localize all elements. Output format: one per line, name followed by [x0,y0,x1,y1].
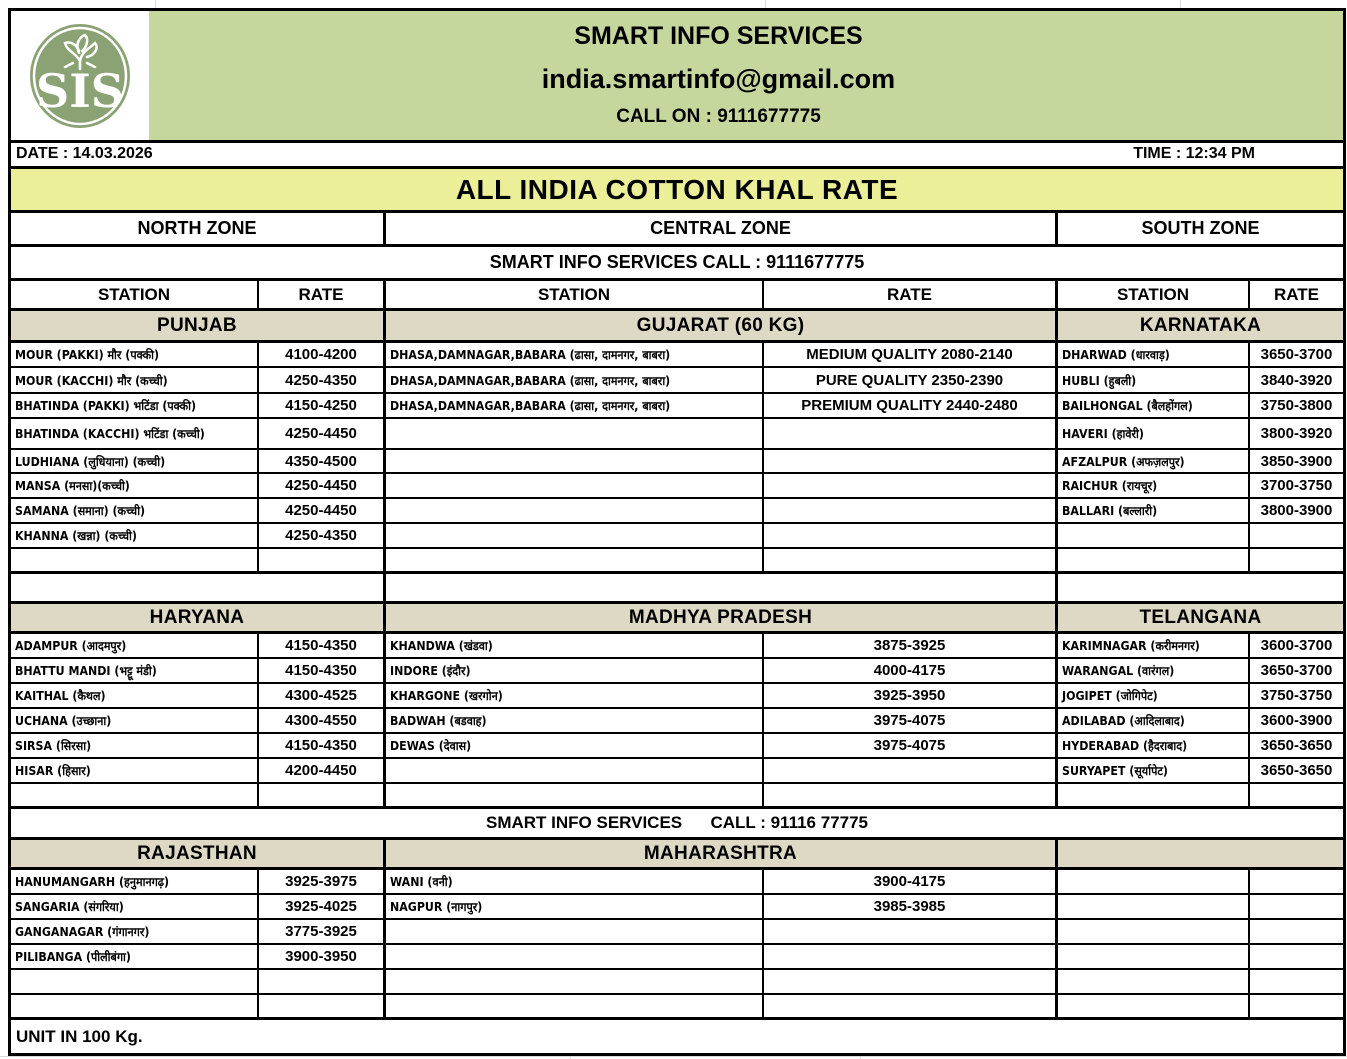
station-text: HANUMANGARH (हनुमानगढ़) [15,875,170,889]
station-cell [1058,549,1250,571]
empty-cell [1058,574,1343,601]
station-cell [386,784,764,806]
rate-cell: 3985-3985 [764,895,1058,918]
rate-cell: 3900-4175 [764,870,1058,893]
station-header: STATION [386,281,764,308]
station-text: MOUR (PAKKI) मौर (पक्की) [15,348,159,362]
state-header-telangana: TELANGANA [1139,606,1262,628]
station-text: KARIMNAGAR (करीमनगर) [1062,639,1200,653]
state-header-gujarat-60-kg: GUJARAT (60 KG) [386,311,1058,340]
page-title: ALL INDIA COTTON KHAL RATE [11,169,1343,213]
unit-note: UNIT IN 100 Kg. [16,1026,143,1046]
zone-header-south-zone: SOUTH ZONE [1141,218,1260,238]
station-text: DHASA,DAMNAGAR,BABARA (ढासा, दामनगर, बाबरा) [390,399,671,413]
rate-cell: 3900-3950 [259,945,386,968]
station-cell [1058,920,1250,943]
station-cell [11,394,259,417]
station-text: PILIBANGA (पीलीबंगा) [15,950,131,964]
table-row [11,684,1343,709]
station-text: RAICHUR (रायचूर) [1062,479,1158,493]
state-header-madhya-pradesh: MADHYA PRADESH [386,604,1058,631]
service-banner-bottom: SMART INFO SERVICES CALL : 91116 77775 [11,809,1343,840]
station-cell [11,920,259,943]
rate-cell: 4000-4175 [764,659,1058,682]
state-header-row [11,840,1343,870]
sis-logo-icon [29,23,131,129]
station-cell [11,709,259,732]
rate-cell [1250,970,1343,993]
rate-cell [764,549,1058,571]
rate-cell: 3650-3650 [1260,737,1333,754]
station-cell [386,368,764,392]
station-cell [386,945,764,968]
rate-cell: 4300-4550 [259,709,386,732]
rate-cell: 4150-4250 [259,394,386,417]
rate-cell [764,970,1058,993]
rate-cell: 4100-4200 [259,343,386,366]
station-text: BHATTU MANDI (भट्टू मंडी) [15,664,157,678]
rate-cell: 3600-3900 [1260,712,1333,729]
table-row [11,634,1343,659]
table-row [11,870,1343,895]
station-text: DEWAS (देवास) [390,739,472,753]
table-row [11,709,1343,734]
state-header-punjab: PUNJAB [11,311,386,340]
rate-cell [764,450,1058,472]
station-cell [11,784,259,806]
station-cell [1058,499,1250,522]
station-cell [386,759,764,782]
station-cell [11,499,259,522]
station-cell [1058,945,1250,968]
station-text: DHARWAD (धारवाड़) [1062,348,1170,362]
rate-sections [11,311,1343,1020]
zone-header-cells [11,213,1343,244]
station-cell [1058,474,1250,497]
company-phone: CALL ON : 9111677775 [616,106,821,127]
rate-cell: 3840-3920 [1260,371,1333,389]
table-row [11,995,1343,1020]
table-row [11,450,1343,474]
station-cell [386,659,764,682]
station-cell [11,734,259,757]
table-row [11,474,1343,499]
state-header-row [11,604,1343,634]
station-cell [11,474,259,497]
column-header-cells [11,281,1343,308]
station-text: HYDERABAD (हैदराबाद) [1062,739,1188,753]
rate-cell [259,995,386,1017]
rate-cell: 4250-4350 [259,368,386,392]
rate-cell: 4150-4350 [259,634,386,657]
logo [11,11,149,143]
state-header-row [11,311,1343,343]
station-text: HAVERI (हावेरी) [1062,427,1144,441]
station-text: WARANGAL (वारंगल) [1062,664,1175,678]
station-text: BHATINDA (KACCHI) भटिंडा (कच्ची) [15,427,205,441]
table-row [11,734,1343,759]
station-text: DHASA,DAMNAGAR,BABARA (ढासा, दामनगर, बाबरा) [390,373,671,388]
rate-cell [764,784,1058,806]
table-row [11,920,1343,945]
station-cell [386,394,764,417]
date-label: DATE : 14.03.2026 [16,145,153,162]
table-row [11,659,1343,684]
rate-cell [1250,549,1343,571]
station-cell [386,634,764,657]
rate-cell [1250,784,1343,806]
station-cell [11,634,259,657]
rate-cell [764,419,1058,448]
station-cell [11,995,259,1017]
rate-cell: 3975-4075 [764,734,1058,757]
station-text: AFZALPUR (अफज़लपुर) [1062,454,1185,469]
station-text: HISAR (हिसार) [15,764,91,778]
rate-sheet-table [8,8,1346,1056]
table-row [11,499,1343,524]
rate-cell [764,524,1058,547]
state-header-blank [1058,840,1343,867]
station-text: LUDHIANA (लुधियाना) (कच्ची) [15,454,166,469]
rate-cell: 3925-3975 [259,870,386,893]
table-row [11,759,1343,784]
rate-header: RATE [764,281,1058,308]
station-cell [11,970,259,993]
table-row [11,549,1343,574]
station-cell [11,549,259,571]
rate-cell: 3700-3750 [1260,477,1333,494]
station-cell [1058,343,1250,366]
rate-cell: 4350-4500 [259,450,386,472]
station-cell [1058,524,1250,547]
table-row [11,970,1343,995]
station-cell [11,450,259,472]
rate-cell: 4200-4450 [259,759,386,782]
rate-cell [764,995,1058,1017]
rate-cell: 3750-3750 [1260,687,1333,704]
station-cell [1058,419,1250,448]
station-cell [1058,784,1250,806]
empty-cell [386,574,1058,601]
rate-cell: 3925-4025 [259,895,386,918]
station-text: KHANNA (खन्ना) (कच्ची) [15,529,137,543]
station-text: SURYAPET (सूर्यापेट) [1062,764,1168,778]
station-cell [386,474,764,497]
station-text: MANSA (मनसा)(कच्ची) [15,479,130,493]
station-text: BADWAH (बडवाह) [390,714,487,728]
rate-cell: 3650-3700 [1260,662,1333,679]
station-cell [386,419,764,448]
zone-header-north-zone: NORTH ZONE [11,213,386,244]
station-text: SIRSA (सिरसा) [15,739,92,753]
rate-cell: 3650-3650 [1260,762,1333,779]
station-cell [386,343,764,366]
station-cell [386,920,764,943]
station-cell [386,709,764,732]
station-cell [1058,709,1250,732]
station-cell [1058,634,1250,657]
logo-monogram: SIS [36,64,124,118]
zone-header-central-zone: CENTRAL ZONE [386,213,1058,244]
station-cell [11,659,259,682]
rate-cell [764,759,1058,782]
station-header: STATION [1058,281,1250,308]
station-text: KHANDWA (खंडवा) [390,639,493,653]
time-label: TIME : 12:34 PM [1133,145,1255,162]
grid-tick [155,0,156,8]
station-text: HUBLI (हुबली) [1062,373,1137,388]
table-row [11,895,1343,920]
green-banner [149,11,1343,140]
station-cell [1058,659,1250,682]
station-cell [11,870,259,893]
rate-cell [764,474,1058,497]
station-cell [386,499,764,522]
empty-spacer-row [11,574,1343,604]
station-text: MOUR (KACCHI) मौर (कच्ची) [15,373,168,388]
rate-cell: 3800-3900 [1260,502,1333,519]
grid-tick [0,1056,1347,1057]
station-cell [386,995,764,1017]
state-header-maharashtra: MAHARASHTRA [386,840,1058,867]
state-header-karnataka: KARNATAKA [1139,314,1262,336]
rate-cell: 3850-3900 [1260,452,1333,470]
rate-cell: 4250-4450 [259,474,386,497]
rate-cell: 3650-3700 [1260,346,1333,363]
rate-cell: 4150-4350 [259,659,386,682]
table-row [11,368,1343,394]
rate-cell [1250,895,1343,918]
table-row [11,394,1343,419]
grid-tick [765,0,766,8]
rate-cell [1250,524,1343,547]
zone-header-row [11,213,1343,247]
station-cell [1058,895,1250,918]
station-cell [11,419,259,448]
station-cell [386,895,764,918]
rate-cell: 3925-3950 [764,684,1058,707]
station-cell [11,684,259,707]
station-cell [11,759,259,782]
rate-cell [259,970,386,993]
station-text: GANGANAGAR (गंगानगर) [15,925,150,939]
company-email: india.smartinfo@gmail.com [541,64,896,94]
station-cell [386,870,764,893]
company-header-band [11,11,1343,143]
station-text: ADILABAD (आदिलाबाद) [1062,714,1185,728]
rate-cell: PURE QUALITY 2350-2390 [764,368,1058,392]
station-cell [386,734,764,757]
station-header: STATION [11,281,259,308]
station-cell [11,343,259,366]
rate-cell: 3800-3920 [1260,425,1333,442]
station-cell [386,684,764,707]
grid-tick [1180,0,1181,8]
station-cell [11,368,259,392]
rate-cell: 4300-4525 [259,684,386,707]
station-text: INDORE (इंदौर) [390,664,471,678]
state-header-rajasthan: RAJASTHAN [11,840,386,867]
station-cell [386,549,764,571]
table-row [11,419,1343,450]
table-row [11,524,1343,549]
rate-cell [764,920,1058,943]
station-text: BALLARI (बल्लारी) [1062,504,1158,518]
station-text: NAGPUR (नागपुर) [390,900,483,914]
station-cell [11,895,259,918]
rate-cell [1250,920,1343,943]
station-cell [11,945,259,968]
station-cell [1058,684,1250,707]
station-cell [386,524,764,547]
rate-cell: 4150-4350 [259,734,386,757]
station-text: SANGARIA (संगरिया) [15,900,124,914]
station-text: UCHANA (उच्छाना) [15,714,112,728]
table-row [11,945,1343,970]
station-text: SAMANA (समाना) (कच्ची) [15,504,146,518]
station-text: KAITHAL (कैथल) [15,689,106,703]
rate-cell [259,784,386,806]
table-row [11,784,1343,809]
station-text: BHATINDA (PAKKI) भटिंडा (पक्की) [15,399,197,413]
table-row [11,343,1343,368]
station-text: JOGIPET (जोगिपेट) [1062,689,1158,703]
station-cell [1058,759,1250,782]
rate-cell: MEDIUM QUALITY 2080-2140 [764,343,1058,366]
column-header-row [11,281,1343,311]
empty-cell [11,574,386,601]
company-name: SMART INFO SERVICES [574,22,863,50]
station-cell [1058,394,1250,417]
station-cell [386,450,764,472]
station-cell [1058,870,1250,893]
rate-cell: 3750-3800 [1260,397,1333,414]
station-cell [1058,734,1250,757]
rate-cell: 3775-3925 [259,920,386,943]
rate-cell: 3600-3700 [1260,637,1333,654]
station-text: DHASA,DAMNAGAR,BABARA (ढासा, दामनगर, बाबरा) [390,348,671,362]
state-header-haryana: HARYANA [11,604,386,631]
rate-cell: PREMIUM QUALITY 2440-2480 [764,394,1058,417]
station-text: ADAMPUR (आदमपुर) [15,639,127,653]
rate-cell: 4250-4450 [259,419,386,448]
station-text: WANI (वनी) [390,875,453,889]
rate-cell [764,499,1058,522]
rate-cell [1250,945,1343,968]
station-cell [1058,368,1250,392]
rate-cell [259,549,386,571]
rate-cell [1250,995,1343,1017]
rate-cell: 4250-4350 [259,524,386,547]
rate-cell [1250,870,1343,893]
rate-cell [764,945,1058,968]
rate-header: RATE [1273,284,1319,304]
station-text: BAILHONGAL (बैलहोंगल) [1062,399,1193,413]
station-cell [1058,970,1250,993]
service-banner-top: SMART INFO SERVICES CALL : 9111677775 [11,247,1343,281]
rate-cell: 4250-4450 [259,499,386,522]
rate-cell: 3875-3925 [764,634,1058,657]
station-text: KHARGONE (खरगोन) [390,689,503,703]
station-cell [386,970,764,993]
station-cell [11,524,259,547]
station-cell [1058,450,1250,472]
station-cell [1058,995,1250,1017]
rate-header: RATE [259,281,386,308]
rate-cell: 3975-4075 [764,709,1058,732]
date-time-band [11,143,1343,169]
